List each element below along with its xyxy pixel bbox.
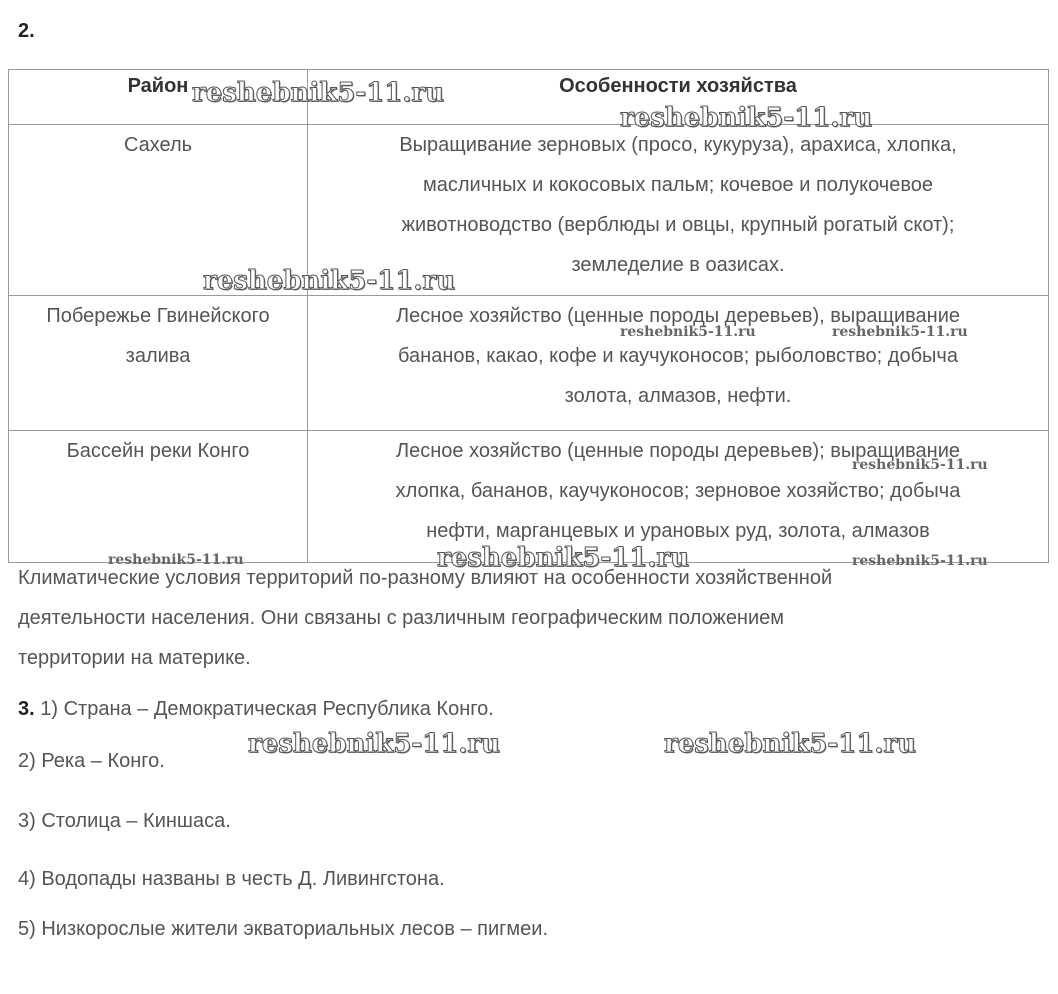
watermark: reshebnik5-11.ru [664, 729, 917, 759]
watermark: reshebnik5-11.ru [248, 729, 501, 759]
economy-table [8, 69, 1049, 563]
list-item [18, 698, 494, 721]
features-line: земледелие в оазисах. [571, 254, 785, 276]
features-line: золота, алмазов, нефти. [564, 385, 792, 407]
paragraph-line: территории на материке. [18, 647, 251, 669]
watermark: reshebnik5-11.ru [620, 103, 873, 133]
features-line: животноводство (верблюды и овцы, крупный рогатый скот); [401, 214, 955, 236]
watermark: reshebnik5-11.ru [437, 543, 690, 573]
table-row [9, 125, 1049, 296]
region-line: Побережье Гвинейского [46, 305, 270, 327]
paragraph-line: деятельности населения. Они связаны с различным географическим положением [18, 607, 785, 629]
watermark: reshebnik5-11.ru [108, 552, 244, 568]
table-row [9, 431, 1049, 563]
table-header-row [9, 70, 1049, 125]
header-region: Район [9, 70, 308, 125]
watermark: reshebnik5-11.ru [832, 324, 968, 340]
region-cell [9, 125, 308, 296]
list-item-text: 4) Водопады названы в честь Д. Ливингстона. [18, 868, 445, 890]
list-item [18, 750, 165, 773]
list-item-text: 3) Столица – Киншаса. [18, 810, 231, 832]
conclusion-paragraph [18, 558, 1038, 678]
list-item-text: 5) Низкорослые жители экваториальных лесов – пигмеи. [18, 918, 549, 940]
features-line: Выращивание зерновых (просо, кукуруза), арахиса, хлопка, [399, 134, 957, 156]
features-cell [308, 296, 1049, 431]
watermark: reshebnik5-11.ru [203, 266, 456, 296]
watermark: reshebnik5-11.ru [192, 78, 445, 108]
paragraph-line: Климатические условия территорий по-разному влияют на особенности хозяйственной [18, 567, 833, 589]
features-line: нефти, марганцевых и урановых руд, золота, алмазов [426, 520, 930, 542]
list-item [18, 868, 445, 891]
header-features: Особенности хозяйства [308, 70, 1049, 125]
region-line: Бассейн реки Конго [66, 440, 250, 462]
features-line: Лесное хозяйство (ценные породы деревьев); выращивание [395, 440, 961, 462]
list-item [18, 810, 231, 833]
features-line: Лесное хозяйство (ценные породы деревьев), выращивание [395, 305, 961, 327]
region-line: залива [125, 345, 191, 367]
watermark: reshebnik5-11.ru [852, 457, 988, 473]
region-cell [9, 296, 308, 431]
table-row [9, 296, 1049, 431]
watermark: reshebnik5-11.ru [852, 553, 988, 569]
section-3-number: 3. [18, 698, 35, 720]
region-line: Сахель [123, 134, 193, 156]
features-cell [308, 431, 1049, 563]
features-cell [308, 125, 1049, 296]
list-item-text: 1) Страна – Демократическая Республика Конго. [40, 698, 494, 720]
list-item-text: 2) Река – Конго. [18, 750, 165, 772]
features-line: бананов, какао, кофе и каучуконосов; рыболовство; добыча [398, 345, 958, 367]
features-line: масличных и кокосовых пальм; кочевое и полукочевое [422, 174, 933, 196]
region-cell [9, 431, 308, 563]
section-2-number: 2. [18, 20, 35, 42]
features-line: хлопка, бананов, каучуконосов; зерновое хозяйство; добыча [395, 480, 961, 502]
list-item [18, 918, 548, 941]
watermark: reshebnik5-11.ru [620, 324, 756, 340]
